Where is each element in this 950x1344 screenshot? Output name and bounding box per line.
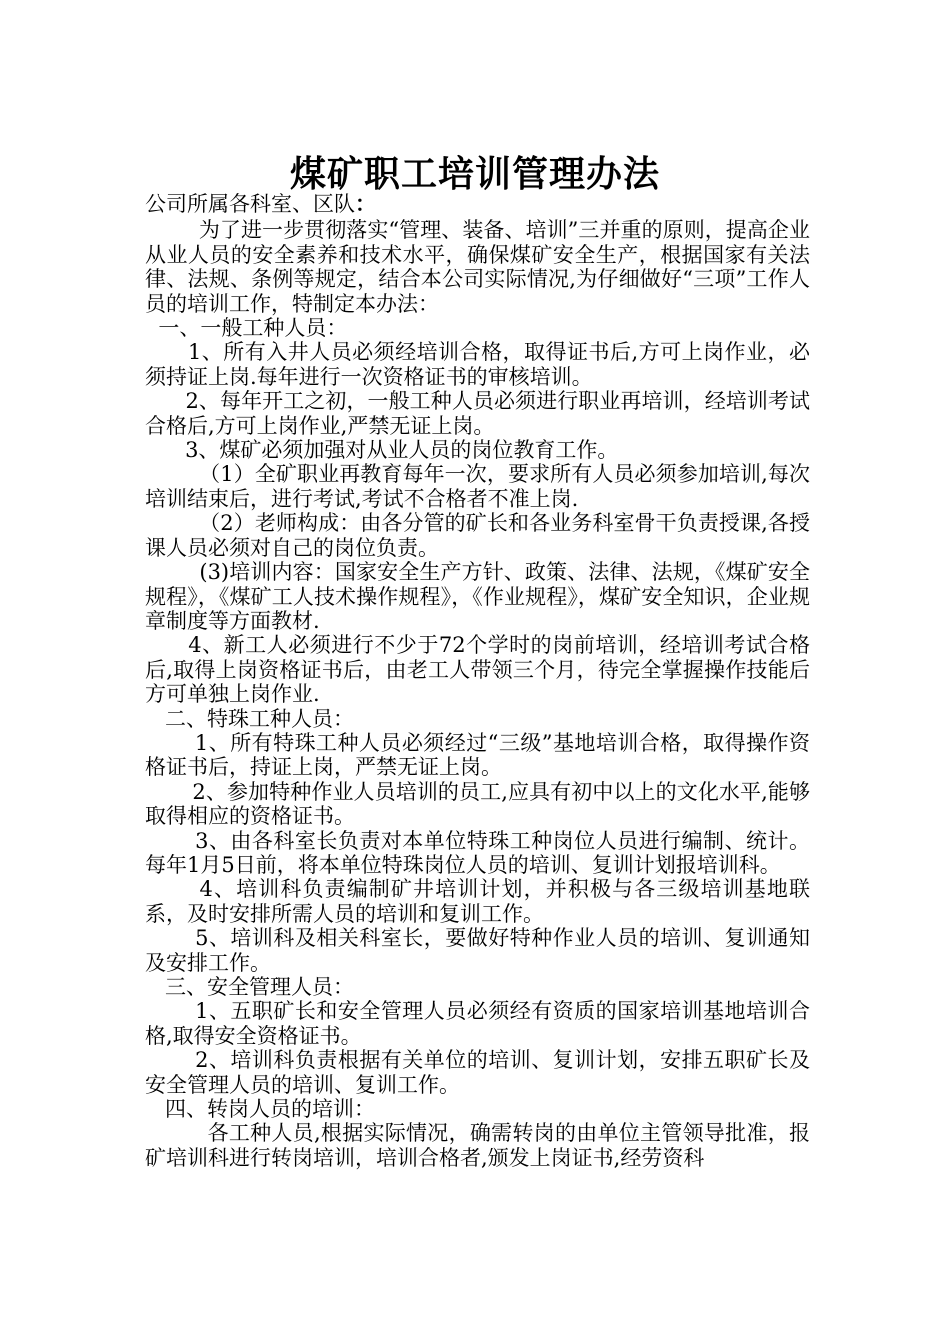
- paragraph: （1）全矿职业再教育每年一次，要求所有人员必须参加培训,每次培训结束后，进行考试,考试不合格者不准上岗.: [145, 462, 810, 511]
- section-heading-general-workers: 一、一般工种人员：: [145, 316, 348, 341]
- intro-paragraph: 为了进一步贯彻落实“管理、装备、培训”三并重的原则，提高企业从业人员的安全素养和技术水平，确保煤矿安全生产，根据国家有关法律、法规、条例等规定，结合本公司实际情况,为仔细做好“三项”工作人员的培训工作，特制定本办法：: [145, 218, 810, 316]
- paragraph: (3)培训内容：国家安全生产方针、政策、法律、法规，《煤矿安全规程》，《煤矿工人技术操作规程》，《作业规程》，煤矿安全知识，企业规章制度等方面教材.: [145, 560, 810, 633]
- paragraph: 4、培训科负责编制矿井培训计划，并积极与各三级培训基地联系，及时安排所需人员的培训和复训工作。: [145, 877, 810, 926]
- paragraph: （2）老师构成：由各分管的矿长和各业务科室骨干负责授课,各授课人员必须对自己的岗位负责。: [145, 511, 810, 560]
- paragraph: 1、所有入井人员必须经培训合格，取得证书后,方可上岗作业，必须持证上岗.每年进行一次资格证书的审核培训。: [145, 340, 810, 389]
- paragraph: 3、由各科室长负责对本单位特珠工种岗位人员进行编制、统计。每年1月5日前，将本单位特珠岗位人员的培训、复训计划报培训科。: [145, 828, 810, 877]
- salutation: [145, 192, 810, 216]
- salutation-colon: ：: [355, 191, 376, 216]
- paragraph: 1、所有特珠工种人员必须经过“三级”基地培训合格，取得操作资格证书后，持证上岗，严禁无证上岗。: [145, 730, 810, 780]
- paragraph: 4、新工人必须进行不少于72个学时的岗前培训，经培训考试合格后,取得上岗资格证书后，由老工人带领三个月，待完全掌握操作技能后方可单独上岗作业.: [145, 633, 810, 707]
- document-body: [145, 192, 810, 1170]
- paragraph: 各工种人员,根据实际情况，确需转岗的由单位主管领导批准，报矿培训科进行转岗培训，培训合格者,颁发上岗证书,经劳资科: [145, 1121, 810, 1170]
- paragraph: 5、培训科及相关科室长，要做好特种作业人员的培训、复训通知及安排工作。: [145, 926, 810, 975]
- paragraph: 2、培训科负责根据有关单位的培训、复训计划，安排五职矿长及安全管理人员的培训、复训工作。: [145, 1048, 810, 1097]
- salutation-text: 公司所属各科室、区队: [145, 192, 355, 216]
- paragraph: 1、五职矿长和安全管理人员必须经有资质的国家培训基地培训合格,取得安全资格证书。: [145, 999, 810, 1048]
- section-heading-special-workers: 二、特珠工种人员：: [145, 706, 355, 731]
- document-title: 煤矿职工培训管理办法: [289, 153, 660, 196]
- paragraph: 2、参加特种作业人员培训的员工,应具有初中以上的文化水平,能够取得相应的资格证书。: [145, 779, 810, 829]
- section-heading-transfer-training: 四、转岗人员的培训：: [145, 1097, 376, 1122]
- section-heading-safety-managers: 三、安全管理人员：: [145, 975, 355, 999]
- paragraph: 3、煤矿必须加强对从业人员的岗位教育工作。: [145, 438, 619, 463]
- paragraph: 2、每年开工之初，一般工种人员必须进行职业再培训，经培训考试合格后,方可上岗作业,严禁无证上岗。: [145, 389, 810, 438]
